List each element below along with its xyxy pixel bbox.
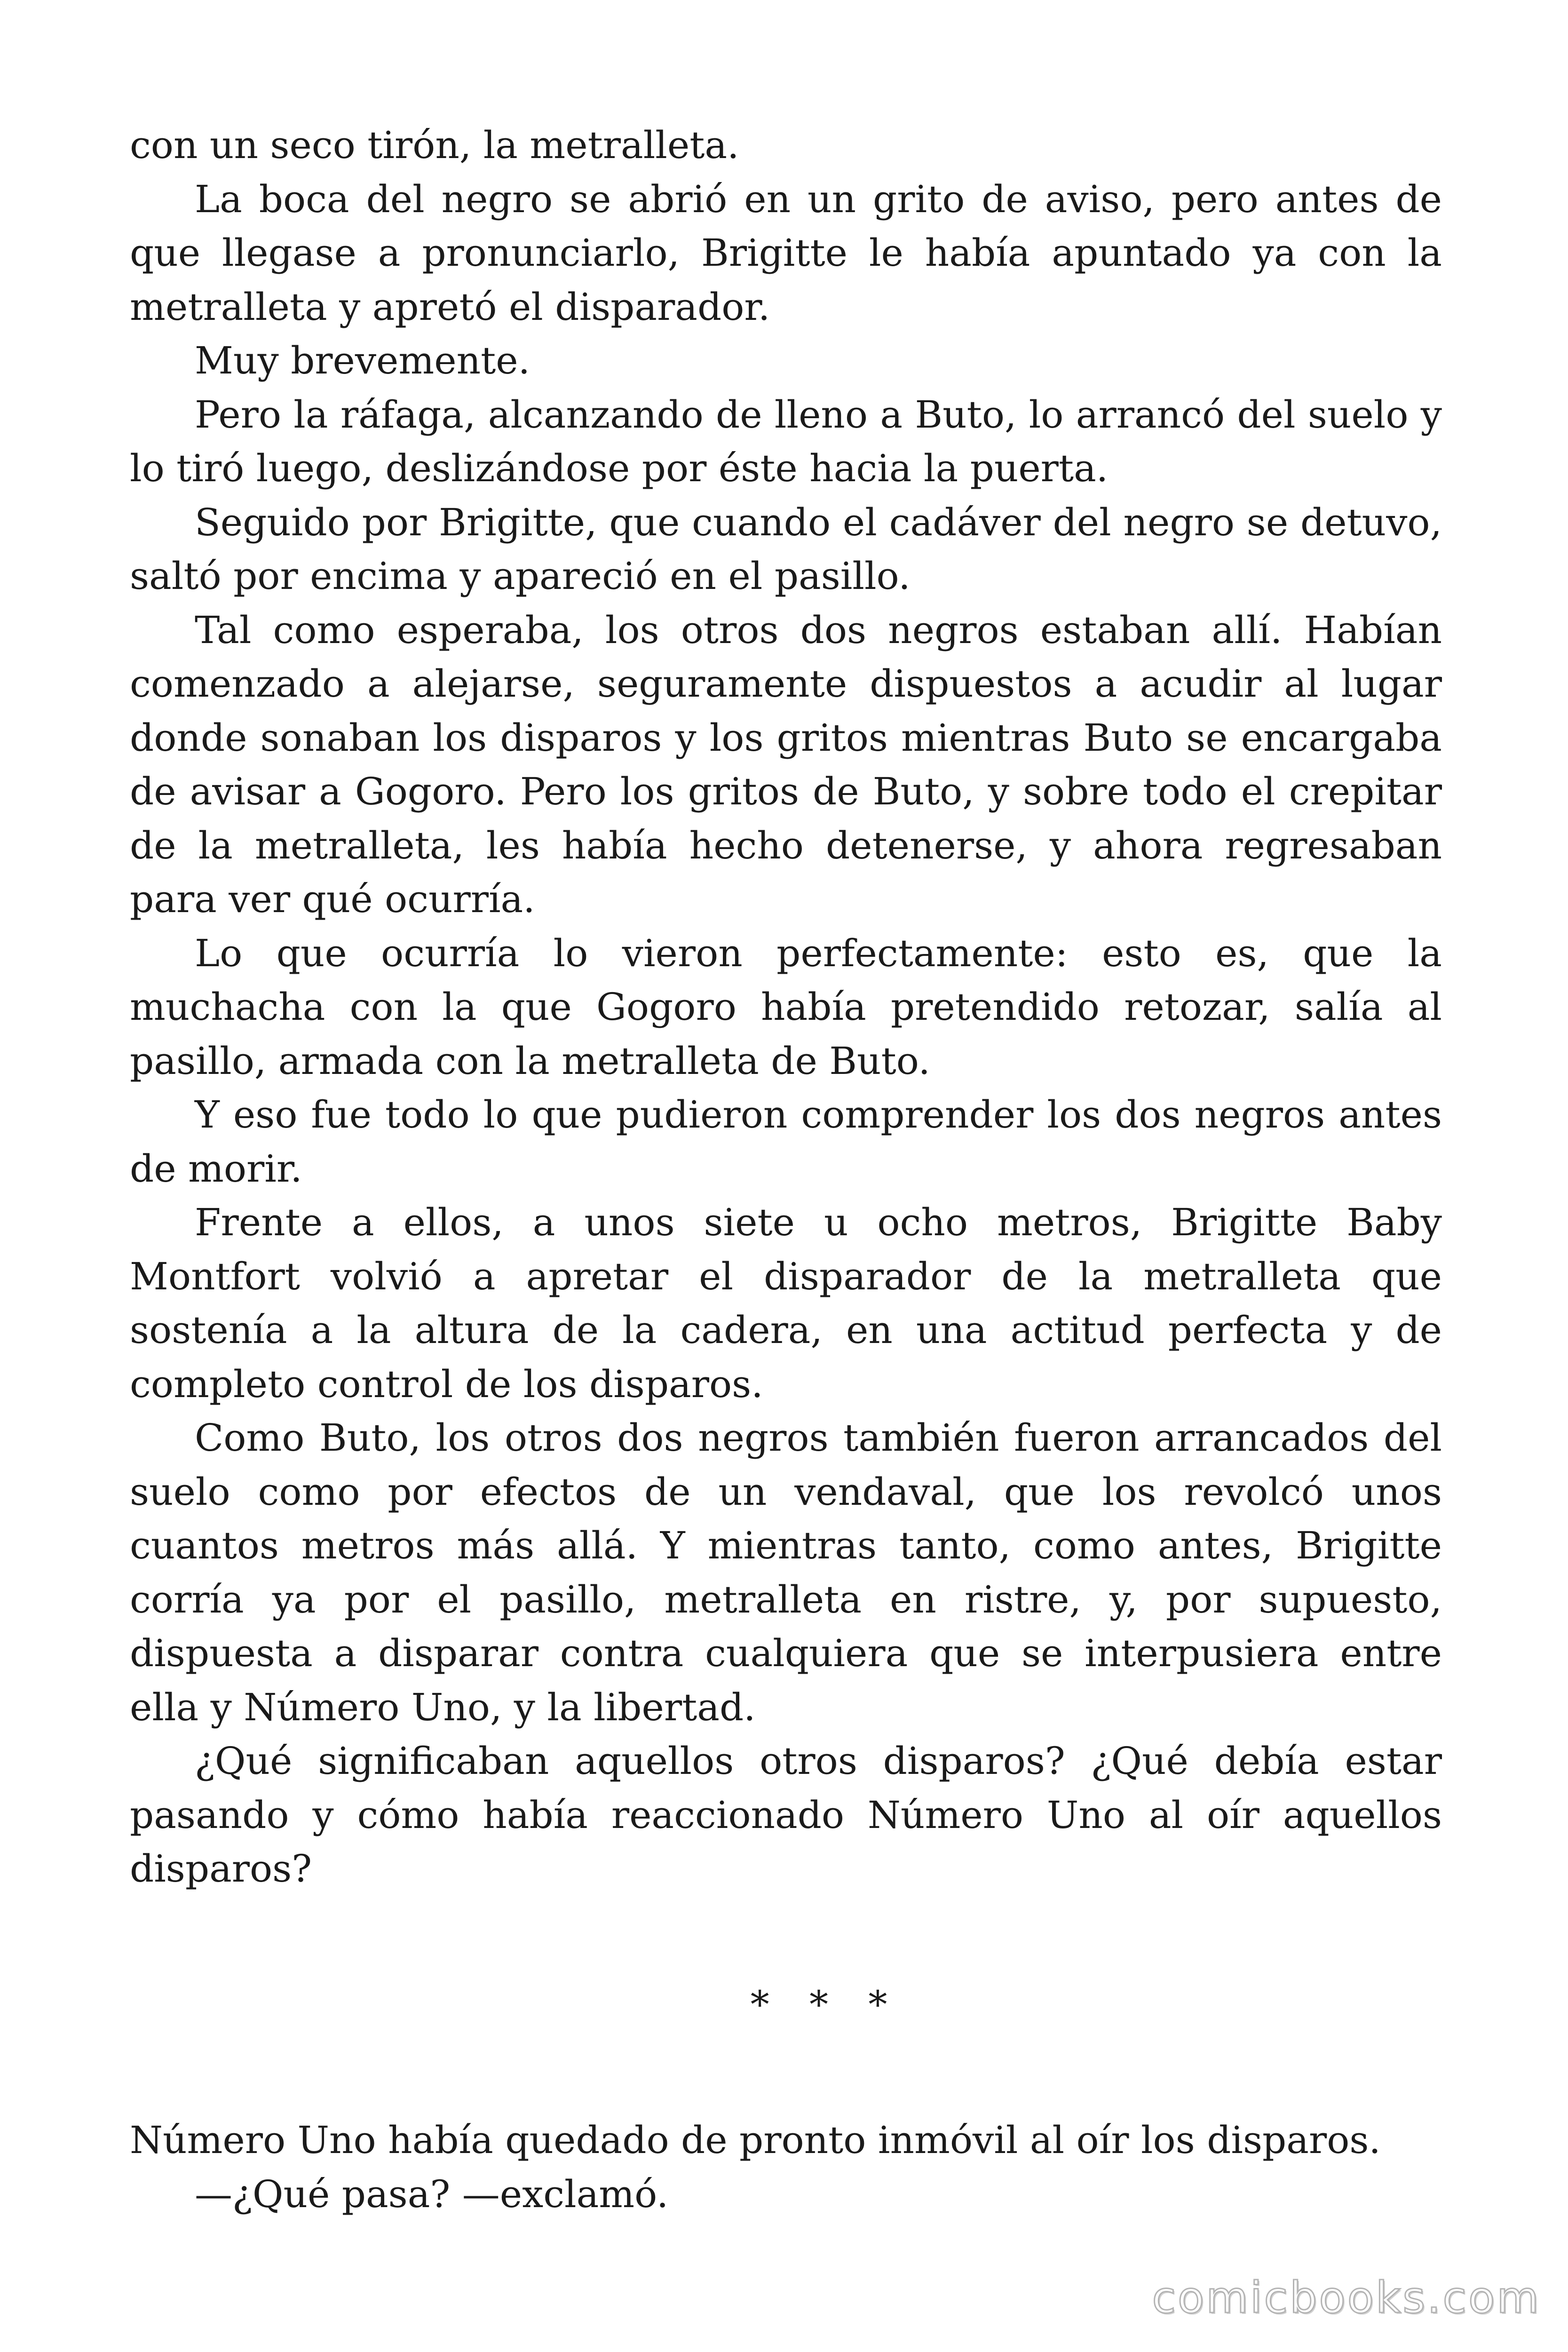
paragraph: Número Uno había quedado de pronto inmóvil al oír los disparos. [130,2118,1381,2162]
paragraph: Frente a ellos, a unos siete u ocho metros, Brigitte Baby Montfort volvió a apretar el disparador de la metralleta que sostenía a la altura de la cadera, en una actitud perfecta y de completo control de los disparos. [130,1200,1442,1406]
paragraph: ¿Qué significaban aquellos otros disparos? ¿Qué debía estar pasando y cómo había reaccionado Número Uno al oír aquellos disparos? [130,1739,1442,1891]
watermark-logo: comicbooks.com [1152,2273,1541,2323]
section-separator: * * * [750,1982,902,2026]
paragraph: —¿Qué pasa? —exclamó. [195,2172,669,2216]
paragraph: con un seco tirón, la metralleta. [130,123,739,167]
paragraph: La boca del negro se abrió en un grito de aviso, pero antes de que llegase a pronunciarlo, Brigitte le había apuntado ya con la metralleta y apretó el disparador. [130,177,1442,329]
paragraph: Y eso fue todo lo que pudieron comprender los dos negros antes de morir. [130,1093,1442,1191]
paragraph: Seguido por Brigitte, que cuando el cadáver del negro se detuvo, saltó por encima y apareció en el pasillo. [130,500,1442,598]
paragraph: Lo que ocurría lo vieron perfectamente: esto es, que la muchacha con la que Gogoro había pretendido retozar, salía al pasillo, armada con la metralleta de Buto. [130,931,1442,1083]
paragraph: Como Buto, los otros dos negros también fueron arrancados del suelo como por efectos de un vendaval, que los revolcó unos cuantos metros más allá. Y mientras tanto, como antes, Brigitte corría ya por el pasillo, metralleta en ristre, y, por supuesto, dispuesta a disparar contra cualquiera que se interpusiera entre ella y Número Uno, y la libertad. [130,1416,1442,1729]
page-text [130,119,1442,2221]
paragraph: Pero la ráfaga, alcanzando de lleno a Buto, lo arrancó del suelo y lo tiró luego, deslizándose por éste hacia la puerta. [130,392,1442,490]
paragraph: Tal como esperaba, los otros dos negros estaban allí. Habían comenzado a alejarse, seguramente dispuestos a acudir al lugar donde sonaban los disparos y los gritos mientras Buto se encargaba de avisar a Gogoro. Pero los gritos de Buto, y sobre todo el crepitar de la metralleta, les había hecho detenerse, y ahora regresaban para ver qué ocurría. [130,608,1442,921]
paragraph: Muy brevemente. [195,339,531,382]
